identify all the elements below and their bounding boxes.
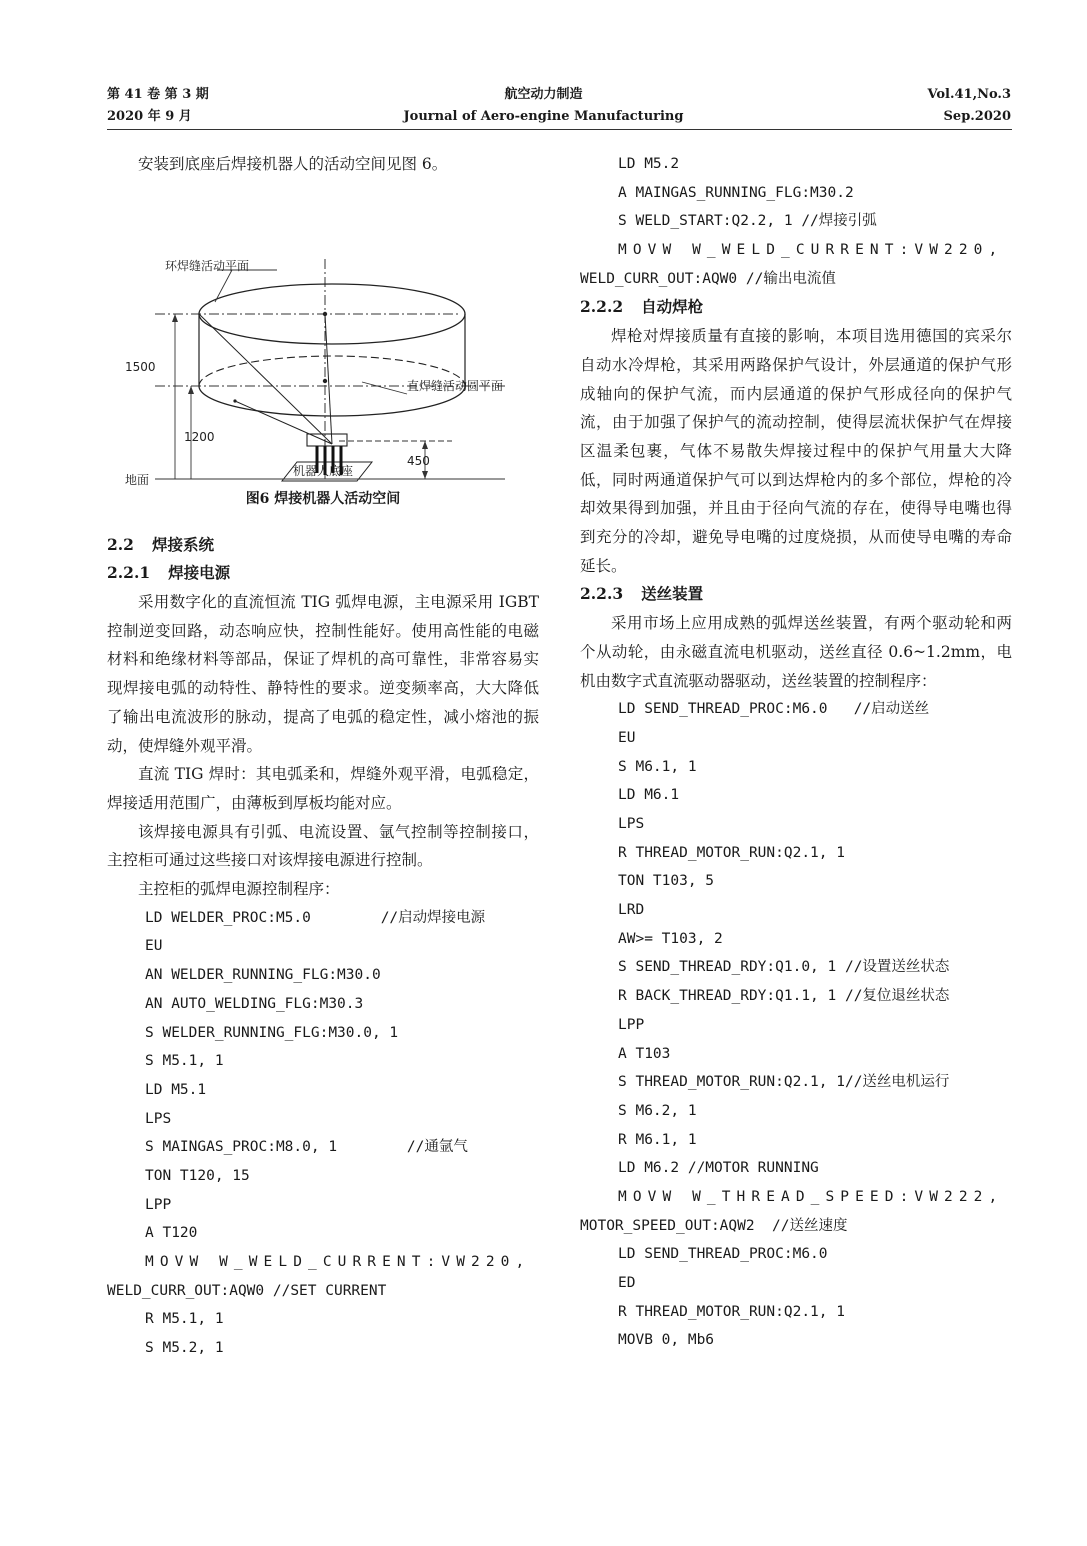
- section-number: 2.2.1: [107, 563, 151, 583]
- code-block-wire-feed: [580, 695, 1012, 1355]
- code-line: WELD_CURR_OUT:AQW0 //SET CURRENT: [107, 1282, 387, 1299]
- code-line: LRD: [618, 902, 645, 919]
- code-line: S M5.1, 1: [145, 1053, 224, 1070]
- section-number: 2.2.2: [580, 297, 624, 317]
- code-line: LD M6.2 //MOTOR RUNNING: [618, 1160, 819, 1177]
- label-straight-plane: 直焊缝活动圆平面: [407, 378, 504, 393]
- section-title: 自动焊枪: [641, 297, 704, 317]
- code-line: LPS: [145, 1110, 172, 1127]
- paragraph: 采用市场上应用成熟的弧焊送丝装置，有两个驱动轮和两个从动轮，由永磁直流电机驱动，送丝直径 0.6~1.2mm，电机由数字式直流驱动器驱动，送丝装置的控制程序：: [580, 614, 1012, 690]
- section-number: 2.2: [107, 534, 134, 554]
- robot-workspace-diagram: [107, 179, 539, 487]
- code-block-weld-start: [580, 150, 1012, 293]
- code-line: R M5.1, 1: [145, 1311, 224, 1328]
- code-line: R THREAD_MOTOR_RUN:Q2.1, 1: [618, 1303, 845, 1320]
- label-1500: 1500: [125, 359, 156, 374]
- section-2-2-heading: [107, 531, 539, 560]
- code-line: R BACK_THREAD_RDY:Q1.1, 1 //复位退丝状态: [618, 988, 950, 1005]
- journal-title-en: Journal of Aero-engine Manufacturing: [403, 109, 684, 124]
- label-robot-base: 机器人底座: [293, 463, 354, 478]
- code-line: MOVW W_WELD_CURRENT:VW220,: [145, 1254, 531, 1271]
- code-line: A T103: [618, 1045, 671, 1062]
- code-line: LD SEND_THREAD_PROC:M6.0: [618, 1246, 828, 1263]
- section-number: 2.2.3: [580, 584, 624, 604]
- issue-date-en: Sep.2020: [943, 109, 1011, 124]
- code-line: MOVW W_THREAD_SPEED:VW222,: [618, 1188, 1004, 1205]
- volume-en: Vol.41,No.3: [927, 87, 1011, 102]
- code-line: AW>= T103, 2: [618, 930, 723, 947]
- code-line: LPP: [618, 1016, 645, 1033]
- code-line: EU: [145, 938, 163, 955]
- label-ground: 地面: [125, 472, 150, 487]
- journal-title: [0, 84, 1087, 128]
- figure-caption: 图6 焊接机器人活动空间: [245, 490, 401, 507]
- code-line: S THREAD_MOTOR_RUN:Q2.1, 1//送丝电机运行: [618, 1074, 950, 1091]
- code-line: WELD_CURR_OUT:AQW0 //输出电流值: [580, 270, 836, 287]
- label-450: 450: [407, 453, 430, 468]
- code-line: S WELDER_RUNNING_FLG:M30.0, 1: [145, 1024, 399, 1041]
- code-line: S M6.1, 1: [618, 758, 697, 775]
- code-line: TON T103, 5: [618, 873, 715, 890]
- code-line: S WELD_START:Q2.2, 1 //焊接引弧: [618, 213, 877, 230]
- code-line: LPS: [618, 816, 645, 832]
- program-intro: 主控柜的弧焊电源控制程序：: [138, 880, 340, 899]
- code-line: A T120: [145, 1225, 198, 1242]
- paragraph: 直流 TIG 焊时：其电弧柔和，焊缝外观平滑，电弧稳定，焊接适用范围广，由薄板到厚板均能对应。: [107, 765, 539, 812]
- section-2-2-1-heading: [107, 559, 539, 588]
- code-line: A MAINGAS_RUNNING_FLG:M30.2: [618, 184, 854, 201]
- code-line: ED: [618, 1275, 636, 1291]
- code-line: LD M5.2: [618, 156, 680, 172]
- left-column: [107, 150, 539, 1363]
- code-line: R THREAD_MOTOR_RUN:Q2.1, 1: [618, 844, 845, 861]
- figure-intro: 安装到底座后焊接机器人的活动空间见图 6。: [138, 155, 448, 173]
- code-line: MOVB 0, Mb6: [618, 1332, 715, 1349]
- section-title: 焊接电源: [168, 563, 231, 583]
- label-1200: 1200: [184, 429, 215, 444]
- code-line: R M6.1, 1: [618, 1131, 697, 1148]
- code-line: AN WELDER_RUNNING_FLG:M30.0: [145, 967, 381, 984]
- code-line: LD M5.1: [145, 1081, 207, 1098]
- code-line: EU: [618, 729, 636, 746]
- paragraph: 采用数字化的直流恒流 TIG 弧焊电源，主电源采用 IGBT 控制逆变回路，动态响应快，控制性能好。使用高性能的电磁材料和绝缘材料等部品，保证了焊机的高可靠性，非常容易实现焊接电弧的动特性、静特性的要求。逆变频率高，大大降低了输出电流波形的脉动，提高了电弧的稳定性，减小熔池的振动，使焊缝外观平滑。: [107, 593, 539, 755]
- code-line: LD SEND_THREAD_PROC:M6.0 //启动送丝: [618, 701, 930, 718]
- code-line: S SEND_THREAD_RDY:Q1.0, 1 //设置送丝状态: [618, 959, 950, 976]
- code-line: LD WELDER_PROC:M5.0 //启动焊接电源: [145, 909, 486, 926]
- journal-volume-en: [927, 84, 1011, 128]
- code-line: S M5.2, 1: [145, 1340, 224, 1357]
- header-rule: [107, 129, 1012, 130]
- code-line: S M6.2, 1: [618, 1102, 697, 1119]
- right-column: [580, 150, 1012, 1355]
- code-line: LD M6.1: [618, 787, 680, 804]
- paragraph: 焊枪对焊接质量有直接的影响，本项目选用德国的宾采尔自动水冷焊枪，其采用两路保护气设计，外层通道的保护气形成轴向的保护气流，而内层通道的保护气形成径向的保护气流，由于加强了保护气的流动控制，使得层流状保护气在焊接区温柔包裹，气体不易散失焊接过程中的保护气用量大大降低，同时两通道保护气可以到达焊枪内的多个部位，焊枪的冷却效果得到加强，并且由于径向气流的存在，使得导电嘴也得到充分的冷却，避免导电嘴的过度烧损，从而使导电嘴的寿命延长。: [580, 327, 1012, 575]
- label-ring-plane: 环焊缝活动平面: [165, 258, 250, 273]
- section-title: 焊接系统: [151, 534, 214, 554]
- code-line: MOVW W_WELD_CURRENT:VW220,: [618, 242, 1004, 259]
- section-2-2-2-heading: [580, 293, 1012, 322]
- volume-issue: 第 41 卷 第 3 期: [107, 87, 209, 102]
- code-line: MOTOR_SPEED_OUT:AQW2 //送丝速度: [580, 1217, 848, 1234]
- figure-6: [107, 179, 539, 487]
- code-line: TON T120, 15: [145, 1167, 250, 1184]
- section-title: 送丝装置: [641, 584, 704, 604]
- journal-title-cn: 航空动力制造: [504, 87, 583, 102]
- paragraph: 该焊接电源具有引弧、电流设置、氩气控制等控制接口，主控柜可通过这些接口对该焊接电源进行控制。: [107, 822, 539, 870]
- code-line: S MAINGAS_PROC:M8.0, 1 //通氩气: [145, 1139, 468, 1156]
- issue-date-cn: 2020 年 9 月: [107, 109, 192, 124]
- code-line: LPP: [145, 1196, 172, 1213]
- code-block-welder: [107, 904, 539, 1363]
- code-line: AN AUTO_WELDING_FLG:M30.3: [145, 995, 364, 1012]
- section-2-2-3-heading: [580, 580, 1012, 609]
